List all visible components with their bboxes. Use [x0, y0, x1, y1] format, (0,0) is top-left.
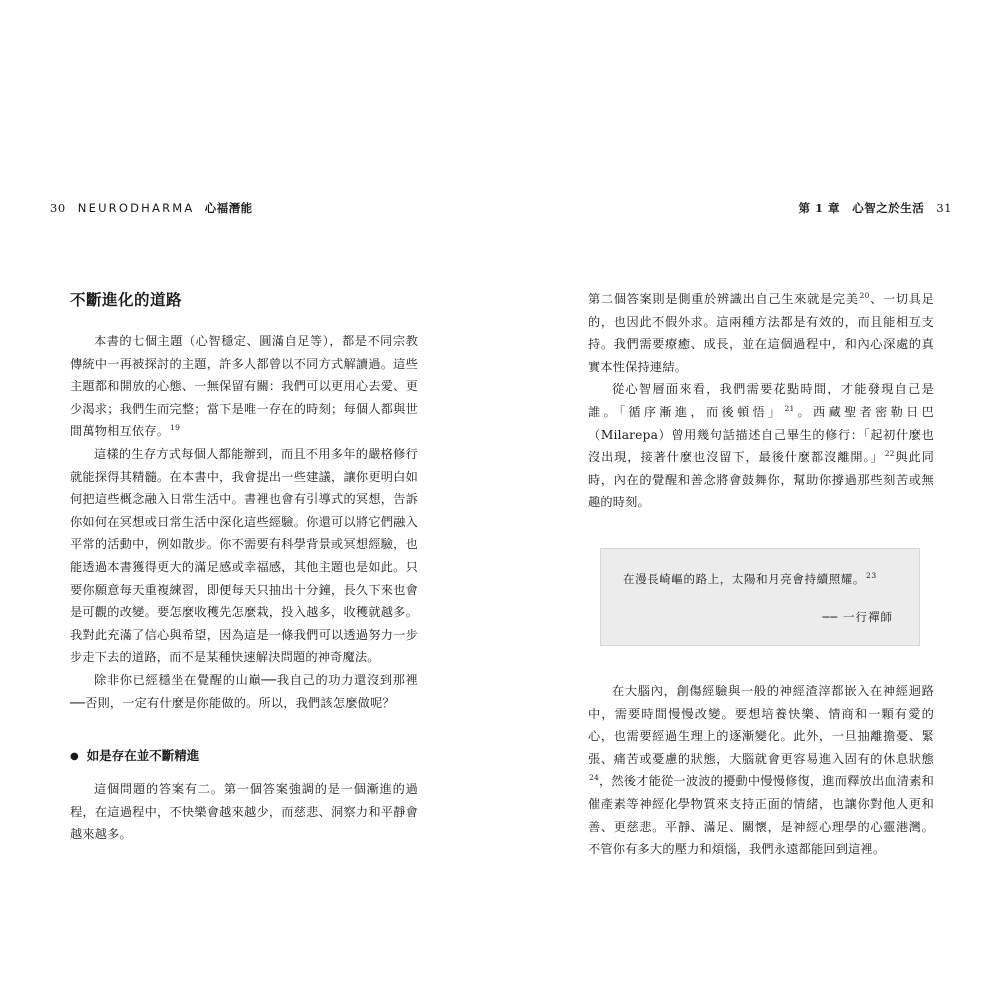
paragraph-6-before: 從心智層面來看，我們需要花點時間，才能發現自己是誰。「循序漸進，而後頓悟」 — [588, 382, 934, 419]
series-title: NEURODHARMA — [77, 201, 195, 215]
paragraph-5-before: 第二個答案則是側重於辨識出自己生來就是完美 — [588, 292, 859, 306]
paragraph-5 — [588, 288, 934, 378]
paragraph-5-after: 、一切具足的，也因此不假外求。這兩種方法都是有效的，而且能相互支持。我們需要療癒、成長，並在這個過程中，和內心深處的真實本性保持連結。 — [588, 292, 935, 374]
bullet-icon: ● — [70, 751, 79, 763]
paragraph-3: 除非你已經穩坐在覺醒的山巔──我自己的功力還沒到那裡──否則，一定有什麼是你能做的。所以，我們該怎麼做呢？ — [70, 672, 418, 710]
chapter-number: 第 1 章 — [798, 201, 841, 215]
paragraph-6-after: 與此同時，內在的覺醒和善念將會鼓舞你，幫助你撐過那些刻苦或無趣的時刻。 — [588, 450, 935, 510]
book-title: 心福潛能 — [204, 201, 253, 215]
footnote-20[interactable]: 20 — [859, 290, 870, 300]
footnote-22[interactable]: 22 — [884, 449, 895, 459]
page-number-right: 31 — [936, 201, 952, 215]
paragraph-1-text: 本書的七個主題（心智穩定、圓滿自足等），都是不同宗教傳統中一再被探討的主題，許多人都曾以不同方式解讀過。這些主題都和開放的心態、一無保留有關：我們可以更用心去愛、更少渴求；我們生而完整；當下是唯一存在的時刻；每個人都與世間萬物相互依存。 — [70, 334, 418, 439]
running-head-right — [799, 200, 952, 216]
paragraph-1 — [70, 330, 418, 443]
quote-text — [623, 569, 897, 589]
right-page — [588, 288, 934, 861]
left-page — [70, 288, 418, 846]
paragraph-2: 這樣的生存方式每個人都能辦到，而且不用多年的嚴格修行就能探得其精髓。在本書中，我會提出一些建議，讓你更明白如何把這些概念融入日常生活中。書裡也會有引導式的冥想，告訴你如何在冥想或日常生活中深化這些經驗。你還可以將它們融入平常的活動中，例如散步。你不需要有科學背景或冥想經驗，也能透過本書獲得更大的滿足感或幸福感，其他主題也是如此。只要你願意每天重複練習，即便每天只抽出十分鐘，長久下來也會是可觀的改變。要怎麼收穫先怎麼栽，投入越多，收穫就越多。我對此充滿了信心與希望，因為這是一條我們可以透過努力一步步走下去的道路，而不是某種快速解決問題的神奇魔法。 — [70, 446, 418, 665]
subsection-heading-text: 如是存在並不斷精進 — [86, 748, 200, 764]
page-number-left: 30 — [50, 201, 66, 215]
paragraph-4: 這個問題的答案有二。第一個答案強調的是一個漸進的過程，在這過程中，不快樂會越來越少，而慈悲、洞察力和平靜會越來越多。 — [70, 782, 418, 842]
paragraph-7 — [588, 680, 934, 861]
running-head-left — [50, 200, 253, 216]
quote-body: 在漫長崎嶇的路上，太陽和月亮會持續照耀。 — [623, 571, 865, 586]
paragraph-6 — [588, 378, 934, 514]
footnote-21[interactable]: 21 — [784, 403, 795, 413]
quote-attribution: ── 一行禪師 — [822, 609, 893, 624]
subsection-heading — [70, 744, 418, 768]
quote-box — [600, 548, 920, 646]
footnote-24[interactable]: 24 — [589, 773, 599, 783]
footnote-19[interactable]: 19 — [170, 423, 181, 433]
section-heading: 不斷進化的道路 — [70, 291, 183, 309]
paragraph-7-after: ，然後才能從一波波的擾動中慢慢修復，進而釋放出血清素和催產素等神經化學物質來支持正面的情緒，也讓你對他人更和善、更慈悲。平靜、滿足、關懷，是神經心理學的心靈港灣。不管你有多大的壓力和煩惱，我們永遠都能回到這裡。 — [588, 774, 934, 857]
chapter-title: 心智之於生活 — [852, 201, 925, 215]
footnote-23[interactable]: 23 — [866, 571, 877, 581]
paragraph-6-mid: 。西藏聖者密勒日巴（Milarepa）曾用幾句話描述自己畢生的修行：「起初什麼也沒出現，接著什麼也沒留下，最後什麼都沒離開。」 — [588, 404, 934, 465]
paragraph-7-before: 在大腦內，創傷經驗與一般的神經渣滓都嵌入在神經迴路中，需要時間慢慢改變。要想培養快樂、情商和一顆有愛的心，也需要經過生理上的逐漸變化。此外，一旦抽離擔憂、緊張、痛苦或憂慮的狀態，大腦就會更容易進入固有的休息狀態 — [588, 683, 934, 766]
